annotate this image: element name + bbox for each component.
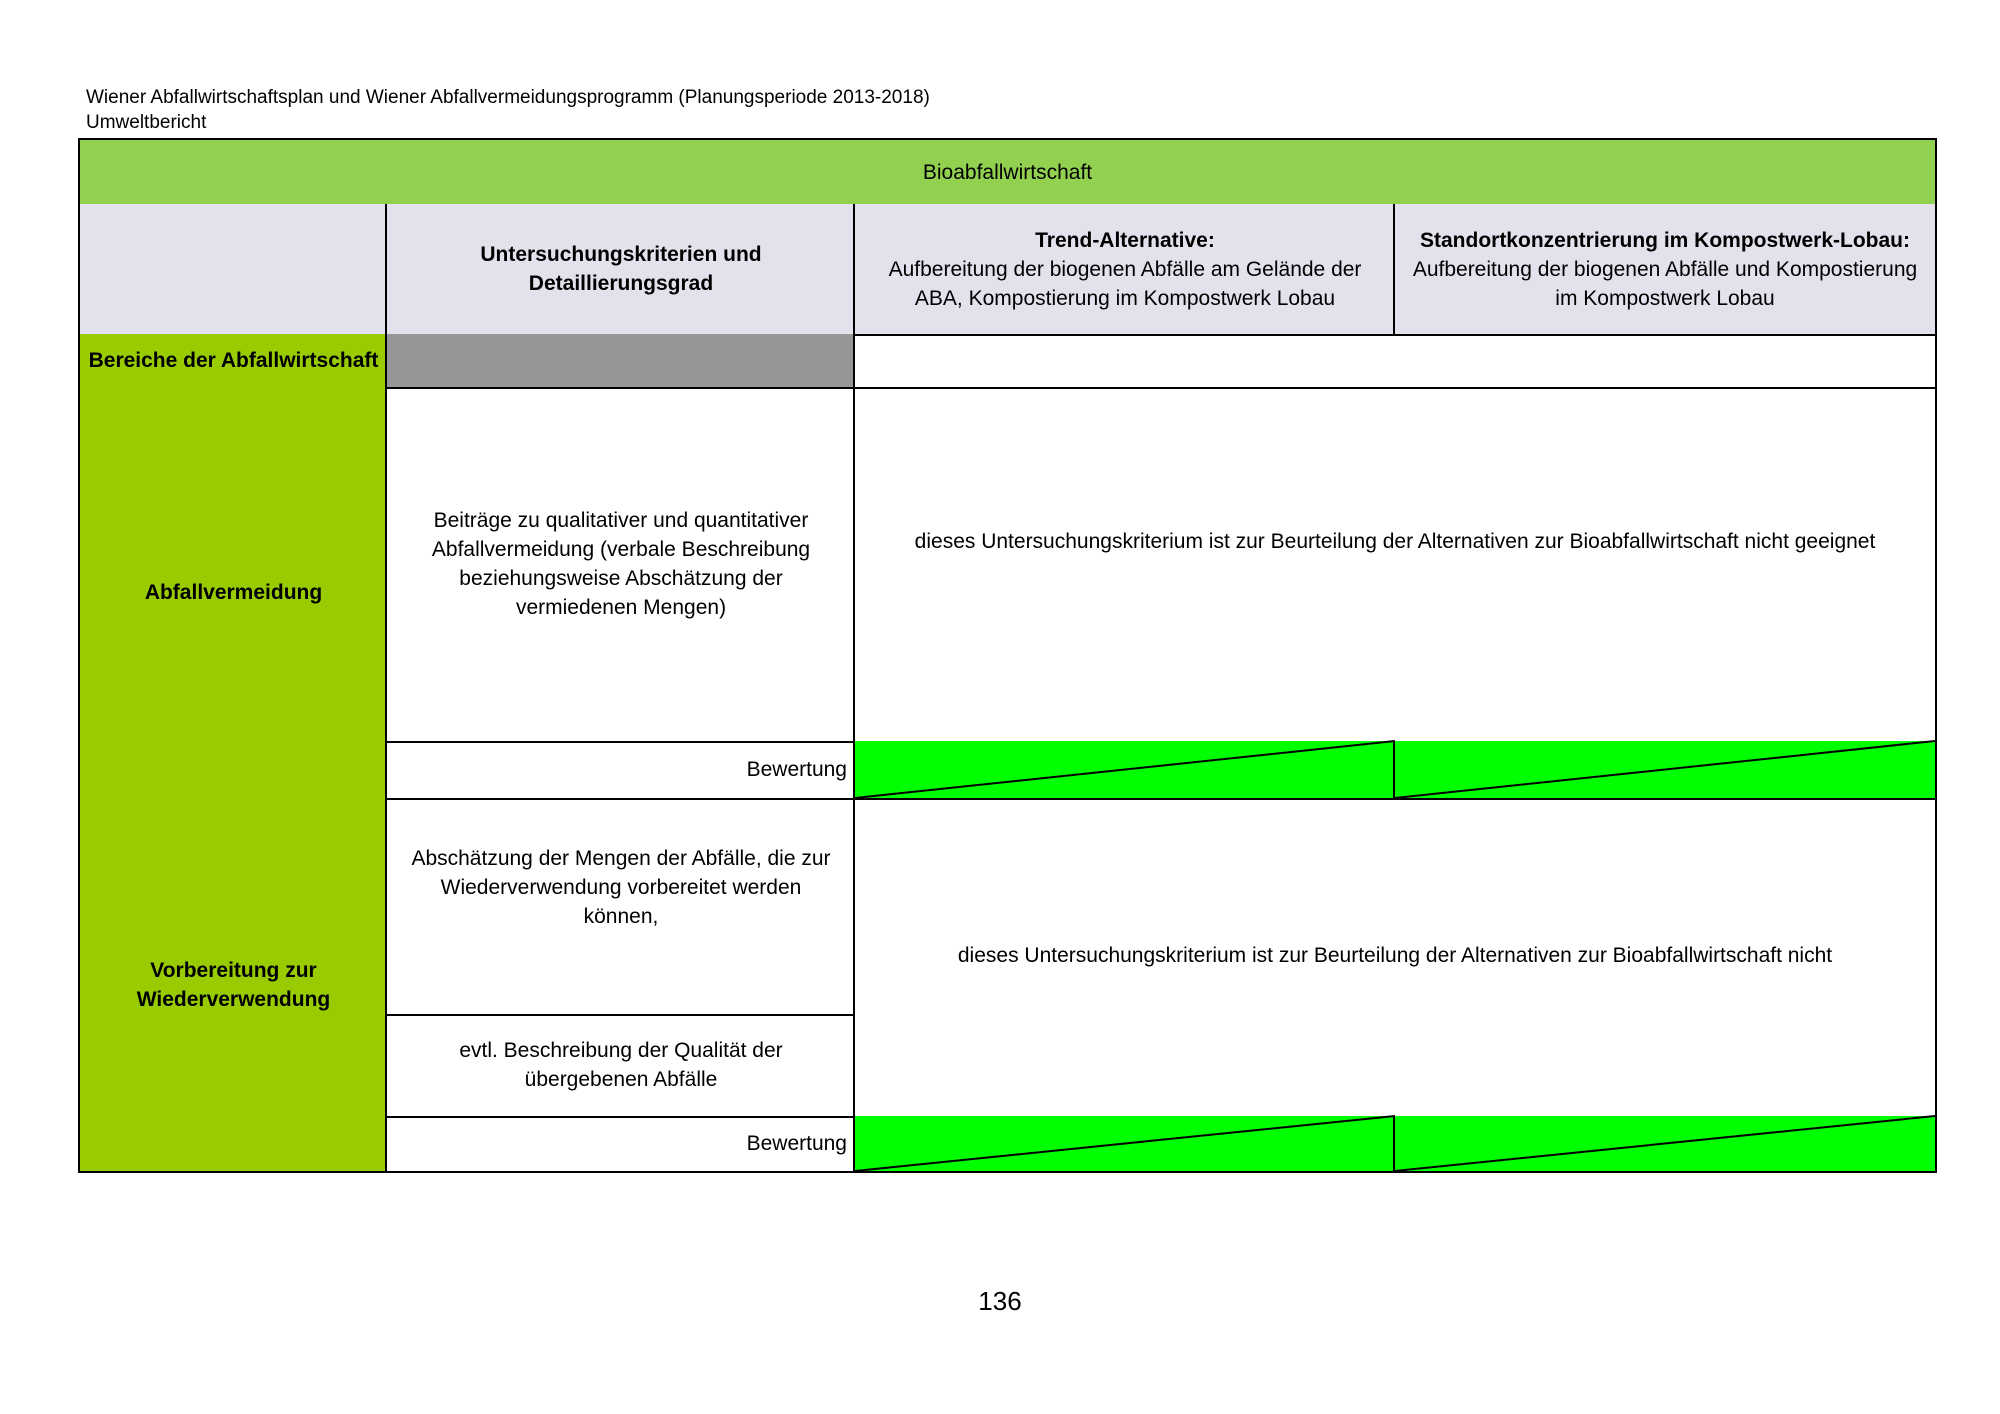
rating-diagonal-line: [1395, 1116, 1935, 1171]
areas-grey-cell: [385, 334, 855, 389]
trend-alternative-title: Trend-Alternative:: [1035, 228, 1215, 252]
rating-diagonal-line: [855, 741, 1395, 798]
rating-trend-vorbereitung: [853, 1116, 1395, 1173]
table-title: Bioabfallwirtschaft: [78, 138, 1937, 206]
section-vorbereitung-wiederverwendung: Vorbereitung zur Wiederverwendung: [78, 798, 387, 1173]
section-abfallvermeidung: Abfallvermeidung: [78, 387, 387, 800]
lobau-alternative-description: Aufbereitung der biogenen Abfälle und Kompostierung im Kompostwerk Lobau: [1412, 257, 1918, 310]
header-trend-alternative: [853, 204, 1395, 336]
document-header-subtitle: Umweltbericht: [86, 112, 207, 133]
areas-label: Bereiche der Abfallwirtschaft: [78, 334, 387, 389]
criterion-mengen-wiederverwendung: Abschätzung der Mengen der Abfälle, die zur Wiederverwendung vorbereitet werden können,: [385, 798, 855, 1016]
page-number: 136: [978, 1286, 1022, 1316]
header-criteria: Untersuchungskriterien und Detaillierungsgrad: [385, 204, 855, 336]
note-vorbereitung-wiederverwendung: dieses Untersuchungskriterium ist zur Beurteilung der Alternativen zur Bioabfallwirtschaft nicht: [853, 798, 1937, 1118]
rating-label-vorbereitung: Bewertung: [385, 1116, 855, 1173]
rating-lobau-vorbereitung: [1393, 1116, 1937, 1173]
rating-trend-abfallvermeidung: [853, 741, 1395, 800]
trend-alternative-description: Aufbereitung der biogenen Abfälle am Gelände der ABA, Kompostierung im Kompostwerk Lobau: [888, 257, 1362, 310]
note-abfallvermeidung: dieses Untersuchungskriterium ist zur Beurteilung der Alternativen zur Bioabfallwirtschaft nicht geeignet: [853, 387, 1937, 743]
criterion-abfallvermeidung: Beiträge zu qualitativer und quantitativer Abfallvermeidung (verbale Beschreibung beziehungsweise Abschätzung der vermiedenen Mengen): [385, 387, 855, 743]
document-header-title: Wiener Abfallwirtschaftsplan und Wiener Abfallvermeidungsprogramm (Planungsperiode 2013-2018): [86, 87, 930, 108]
rating-diagonal-line: [855, 1116, 1395, 1171]
rating-label-abfallvermeidung: Bewertung: [385, 741, 855, 800]
areas-empty-cell: [853, 334, 1937, 389]
header-empty-cell: [78, 204, 387, 336]
rating-lobau-abfallvermeidung: [1393, 741, 1937, 800]
criterion-qualitaet-abfaelle: evtl. Beschreibung der Qualität der übergebenen Abfälle: [385, 1014, 855, 1118]
rating-diagonal-line: [1395, 741, 1935, 798]
header-lobau-alternative: [1393, 204, 1937, 336]
lobau-alternative-title: Standortkonzentrierung im Kompostwerk-Lobau:: [1419, 228, 1910, 252]
